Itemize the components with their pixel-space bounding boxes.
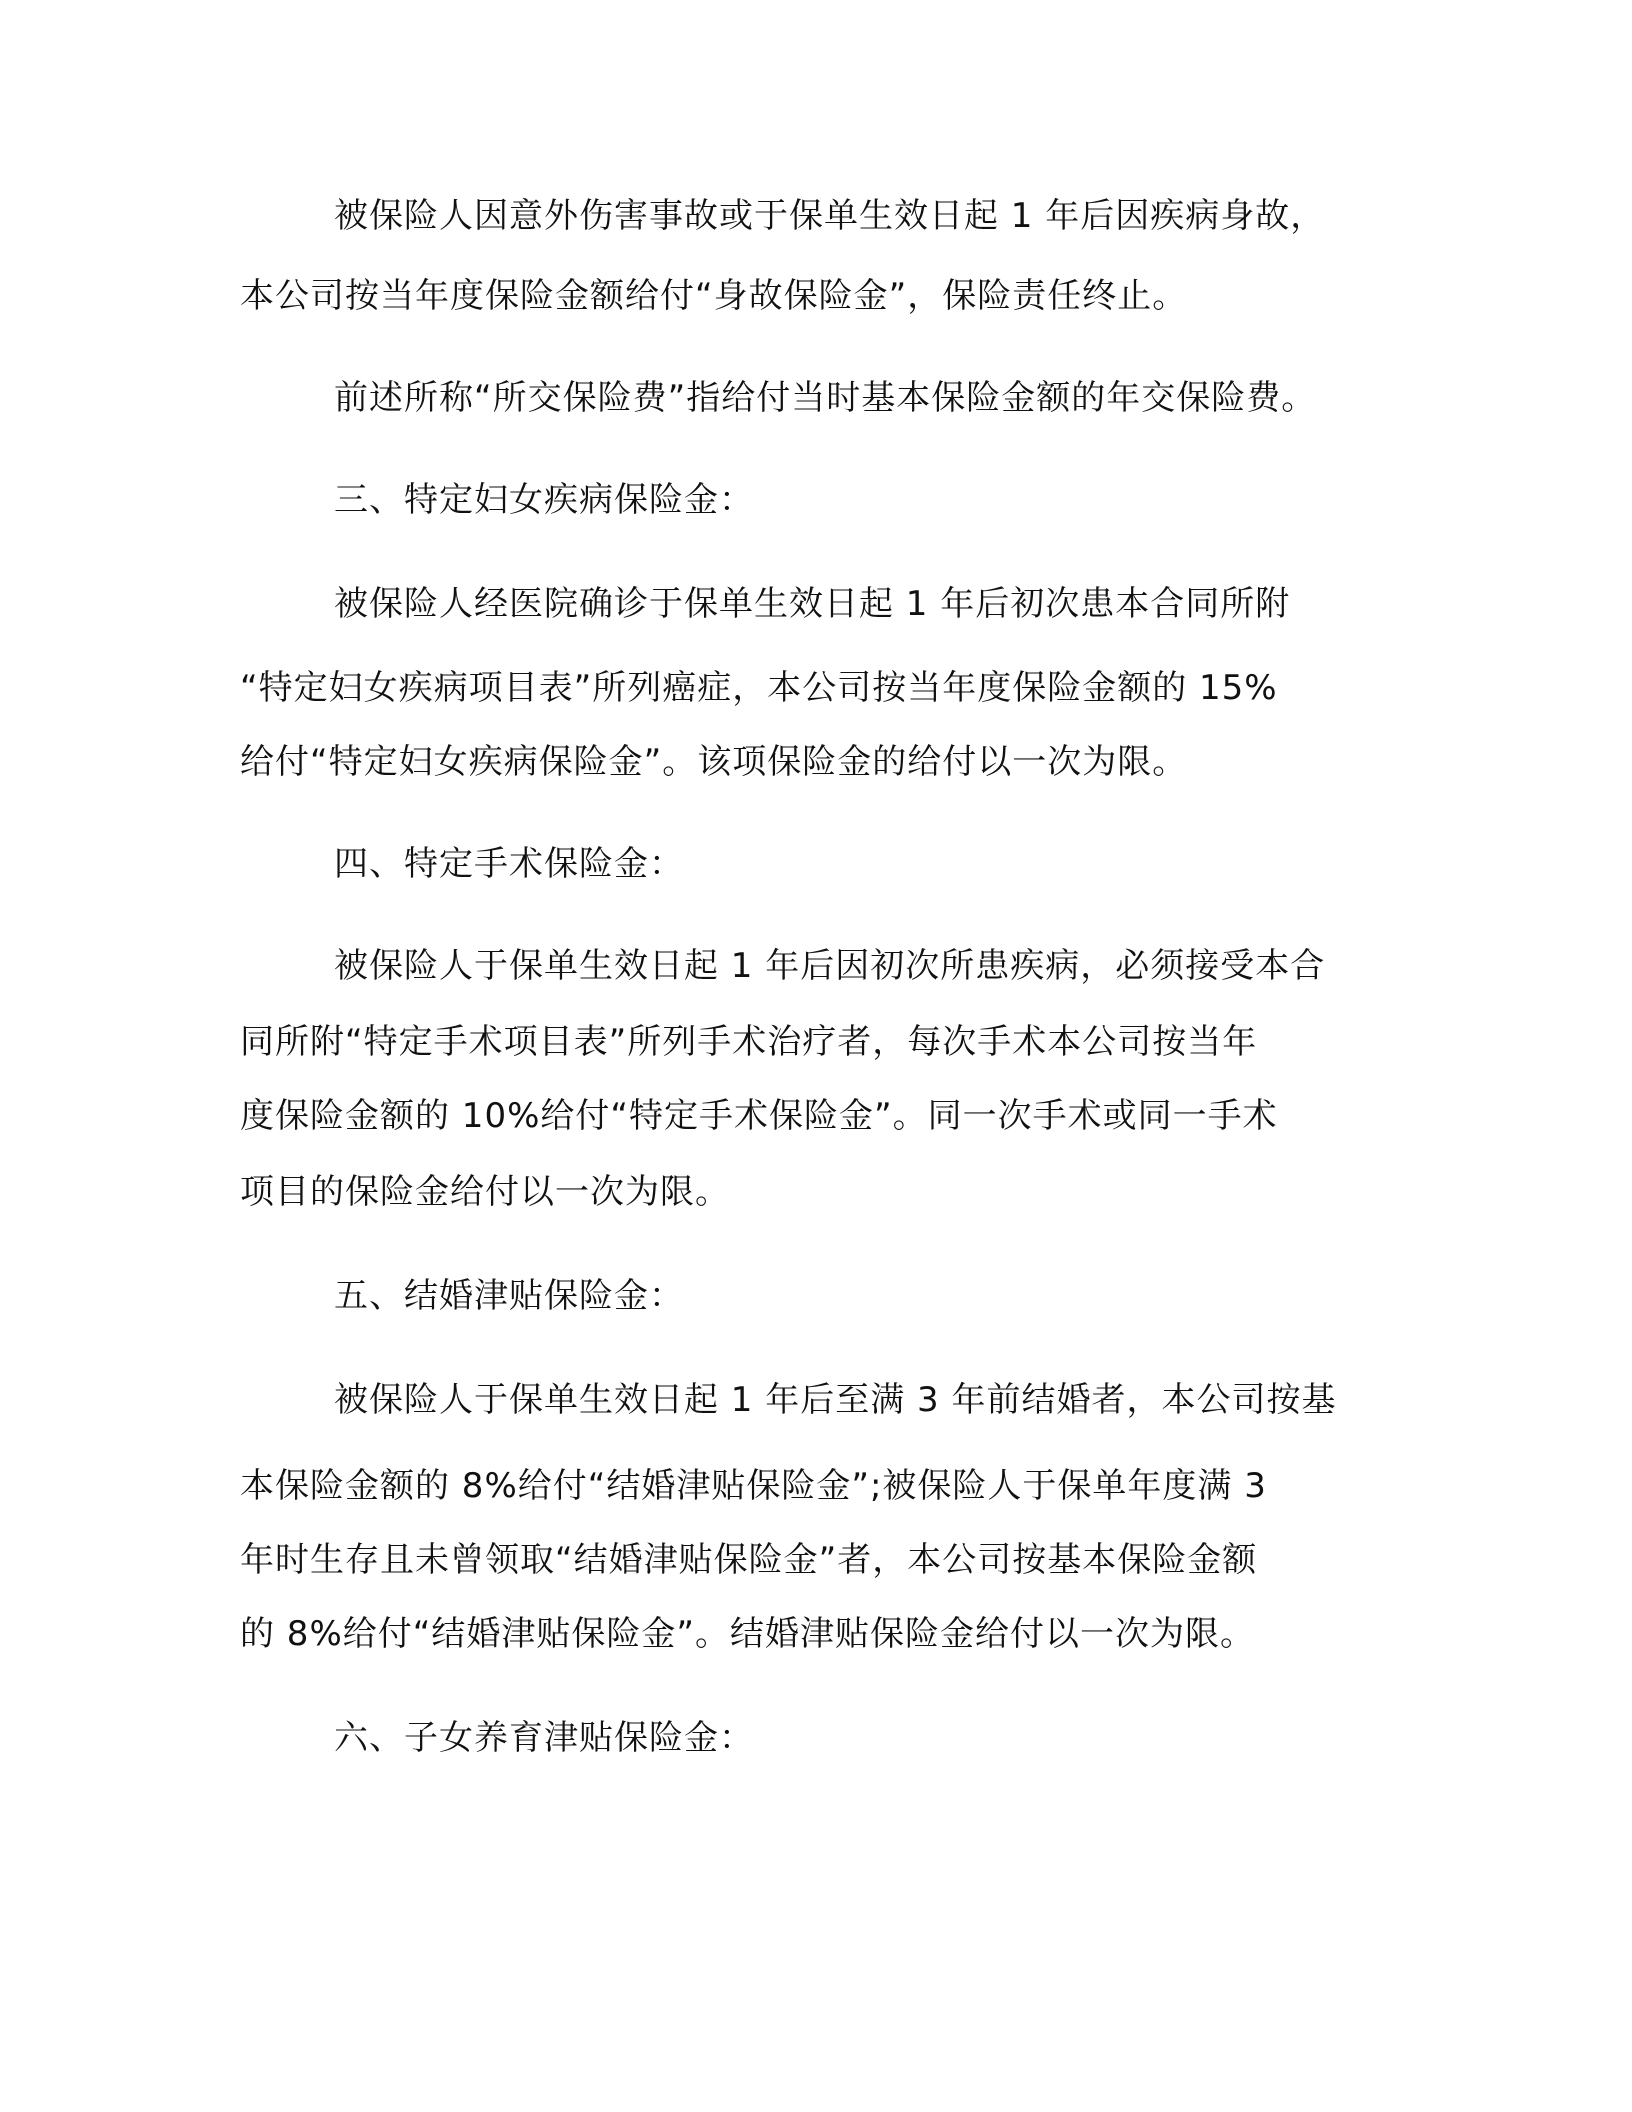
section-heading: 四、特定手术保险金： <box>334 844 684 884</box>
section-heading: 三、特定妇女疾病保险金： <box>334 480 754 520</box>
paragraph-line: 本公司按当年度保险金额给付“身故保险金”，保险责任终止。 <box>240 276 1188 316</box>
paragraph-line: 度保险金额的 10%给付“特定手术保险金”。同一次手术或同一手术 <box>240 1096 1278 1136</box>
paragraph-line: 被保险人于保单生效日起 1 年后至满 3 年前结婚者，本公司按基 <box>334 1380 1337 1420</box>
paragraph-line: 被保险人因意外伤害事故或于保单生效日起 1 年后因疾病身故， <box>334 196 1326 236</box>
paragraph-line: 前述所称“所交保险费”指给付当时基本保险金额的年交保险费。 <box>334 378 1317 418</box>
paragraph-line: 同所附“特定手术项目表”所列手术治疗者，每次手术本公司按当年 <box>240 1022 1258 1062</box>
paragraph-line: 被保险人于保单生效日起 1 年后因初次所患疾病，必须接受本合 <box>334 946 1326 986</box>
paragraph-line: 给付“特定妇女疾病保险金”。该项保险金的给付以一次为限。 <box>240 742 1188 782</box>
paragraph-line: 项目的保险金给付以一次为限。 <box>240 1172 730 1212</box>
paragraph-line: “特定妇女疾病项目表”所列癌症，本公司按当年度保险金额的 15% <box>240 668 1278 708</box>
paragraph-line: 的 8%给付“结婚津贴保险金”。结婚津贴保险金给付以一次为限。 <box>240 1614 1255 1654</box>
section-heading: 五、结婚津贴保险金： <box>334 1276 684 1316</box>
paragraph-line: 本保险金额的 8%给付“结婚津贴保险金”;被保险人于保单年度满 3 <box>240 1466 1267 1506</box>
paragraph-line: 被保险人经医院确诊于保单生效日起 1 年后初次患本合同所附 <box>334 584 1291 624</box>
section-heading: 六、子女养育津贴保险金： <box>334 1718 754 1758</box>
paragraph-line: 年时生存且未曾领取“结婚津贴保险金”者，本公司按基本保险金额 <box>240 1540 1258 1580</box>
